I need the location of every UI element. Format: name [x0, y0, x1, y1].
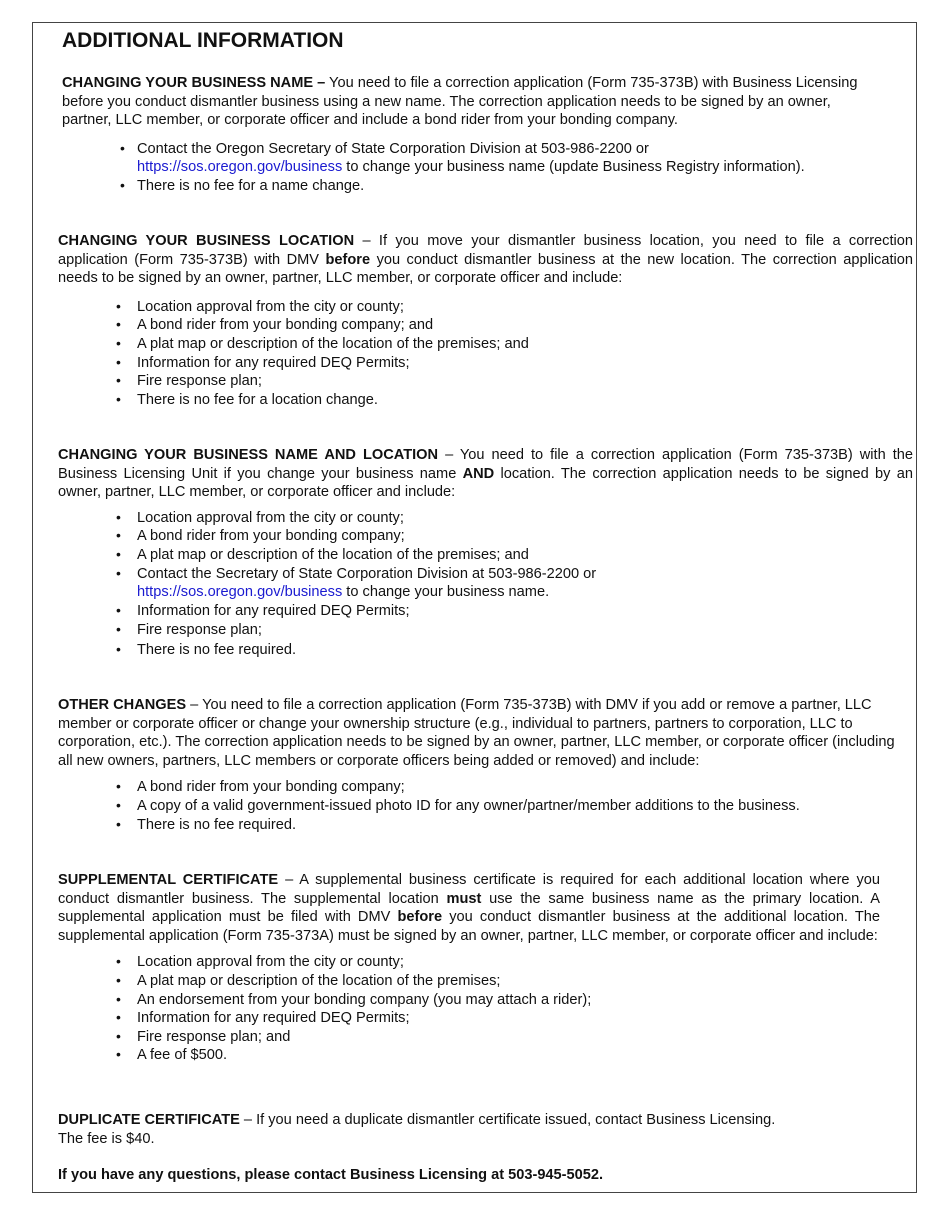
location-change-paragraph: CHANGING YOUR BUSINESS LOCATION – If you move your dismantler business location, you need to file a correction application (Form 735-373B) with DMV before you conduct dismantler business at the new location. The correction application needs to be signed by an owner, partner, LLC member, or corporate officer and include: [58, 233, 913, 287]
supplemental-heading: SUPPLEMENTAL CERTIFICATE [58, 872, 279, 888]
name-change-heading: CHANGING YOUR BUSINESS NAME – [62, 75, 326, 91]
name-change-paragraph [62, 74, 882, 130]
supplemental-paragraph: SUPPLEMENTAL CERTIFICATE – A supplemental business certificate is required for each additional location where you conduct dismantler business. The supplemental location must use the same business name as the primary location. A supplemental application must be filed with DMV before you conduct dismantler business at the additional location. The supplemental application (Form 735-373A) must be signed by an owner, partner, LLC member, or corporate officer and include: [58, 872, 880, 944]
section-name-change [62, 74, 882, 196]
sos-business-link[interactable]: https://sos.oregon.gov/business [137, 159, 343, 176]
name-location-heading: CHANGING YOUR BUSINESS NAME AND LOCATION [58, 447, 439, 463]
list-item: • A copy of a valid government-issued photo ID for any owner/partner/member additions to the business. [58, 797, 913, 816]
location-change-list [58, 298, 913, 410]
list-item: • A plat map or description of the location of the premises; and [58, 335, 913, 354]
list-item: • Contact the Oregon Secretary of State Corporation Division at 503-986-2200 or https://sos.oregon.gov/business to change your business name (update Business Registry information). [62, 140, 882, 177]
other-changes-list [58, 778, 913, 834]
section-supplemental-certificate [58, 871, 880, 1065]
list-item: • A plat map or description of the location of the premises; [58, 972, 880, 991]
list-item: • A fee of $500. [58, 1046, 880, 1065]
section-location-change [58, 232, 913, 409]
location-change-heading: CHANGING YOUR BUSINESS LOCATION [58, 233, 355, 249]
name-location-paragraph: CHANGING YOUR BUSINESS NAME AND LOCATION – You need to file a correction application (Form 735-373B) with the Business Licensing Unit if you change your business name AND location. The correction application needs to be signed by an owner, partner, LLC member, or corporate officer and include: [58, 447, 913, 501]
list-item: • Location approval from the city or county; [58, 509, 913, 528]
list-item: • Information for any required DEQ Permits; [58, 602, 913, 621]
list-item: • An endorsement from your bonding company (you may attach a rider); [58, 991, 880, 1010]
list-item: • There is no fee required. [58, 641, 913, 660]
page-title: ADDITIONAL INFORMATION [62, 29, 344, 52]
list-item: • Fire response plan; [58, 372, 913, 391]
list-item: • There is no fee required. [58, 816, 913, 835]
name-change-text: You need to file a correction application (Form 735-373B) with Business Licensing before you conduct dismantler business using a new name. The correction application needs to be signed by an owner, partner, LLC member, or corporate officer and include a bond rider from your bonding company. [62, 75, 858, 129]
list-item: • Contact the Secretary of State Corporation Division at 503-986-2200 or https://sos.oregon.gov/business to change your business name. [58, 565, 913, 602]
name-location-list [58, 509, 913, 660]
duplicate-paragraph: DUPLICATE CERTIFICATE – If you need a duplicate dismantler certificate issued, contact Business Licensing. The fee is $40. [58, 1112, 776, 1147]
list-item: • Information for any required DEQ Permits; [58, 354, 913, 373]
list-item: • Information for any required DEQ Permits; [58, 1009, 880, 1028]
list-item: • There is no fee for a name change. [62, 177, 882, 196]
list-item: • A bond rider from your bonding company; and [58, 316, 913, 335]
section-name-location-change [58, 446, 913, 660]
section-duplicate-certificate [58, 1111, 913, 1148]
list-item: • A plat map or description of the location of the premises; and [58, 546, 913, 565]
list-item: • A bond rider from your bonding company; [58, 527, 913, 546]
sos-business-link[interactable]: https://sos.oregon.gov/business [137, 584, 343, 601]
supplemental-list [58, 953, 880, 1065]
list-item: • Fire response plan; [58, 621, 913, 640]
list-item: • Location approval from the city or county; [58, 953, 880, 972]
other-changes-heading: OTHER CHANGES [58, 697, 187, 713]
duplicate-fee: The fee is $40. [58, 1130, 155, 1147]
list-item: • A bond rider from your bonding company; [58, 778, 913, 797]
name-change-list [62, 140, 882, 196]
section-other-changes [58, 696, 913, 834]
list-item: • Fire response plan; and [58, 1028, 880, 1047]
contact-footer: If you have any questions, please contact Business Licensing at 503-945-5052. [58, 1167, 604, 1183]
list-item: • There is no fee for a location change. [58, 391, 913, 410]
duplicate-heading: DUPLICATE CERTIFICATE [58, 1112, 240, 1128]
list-item: • Location approval from the city or county; [58, 298, 913, 317]
other-changes-paragraph: OTHER CHANGES – You need to file a correction application (Form 735-373B) with DMV if you add or remove a partner, LLC member or corporate officer or change your ownership structure (e.g., individual to partners, partners to corporation, LLC to corporation, etc.). The correction application needs to be signed by an owner, partner, LLC member, or corporate officer (including all new owners, partners, LLC members or corporate officers being added or removed) and include: [58, 697, 895, 769]
